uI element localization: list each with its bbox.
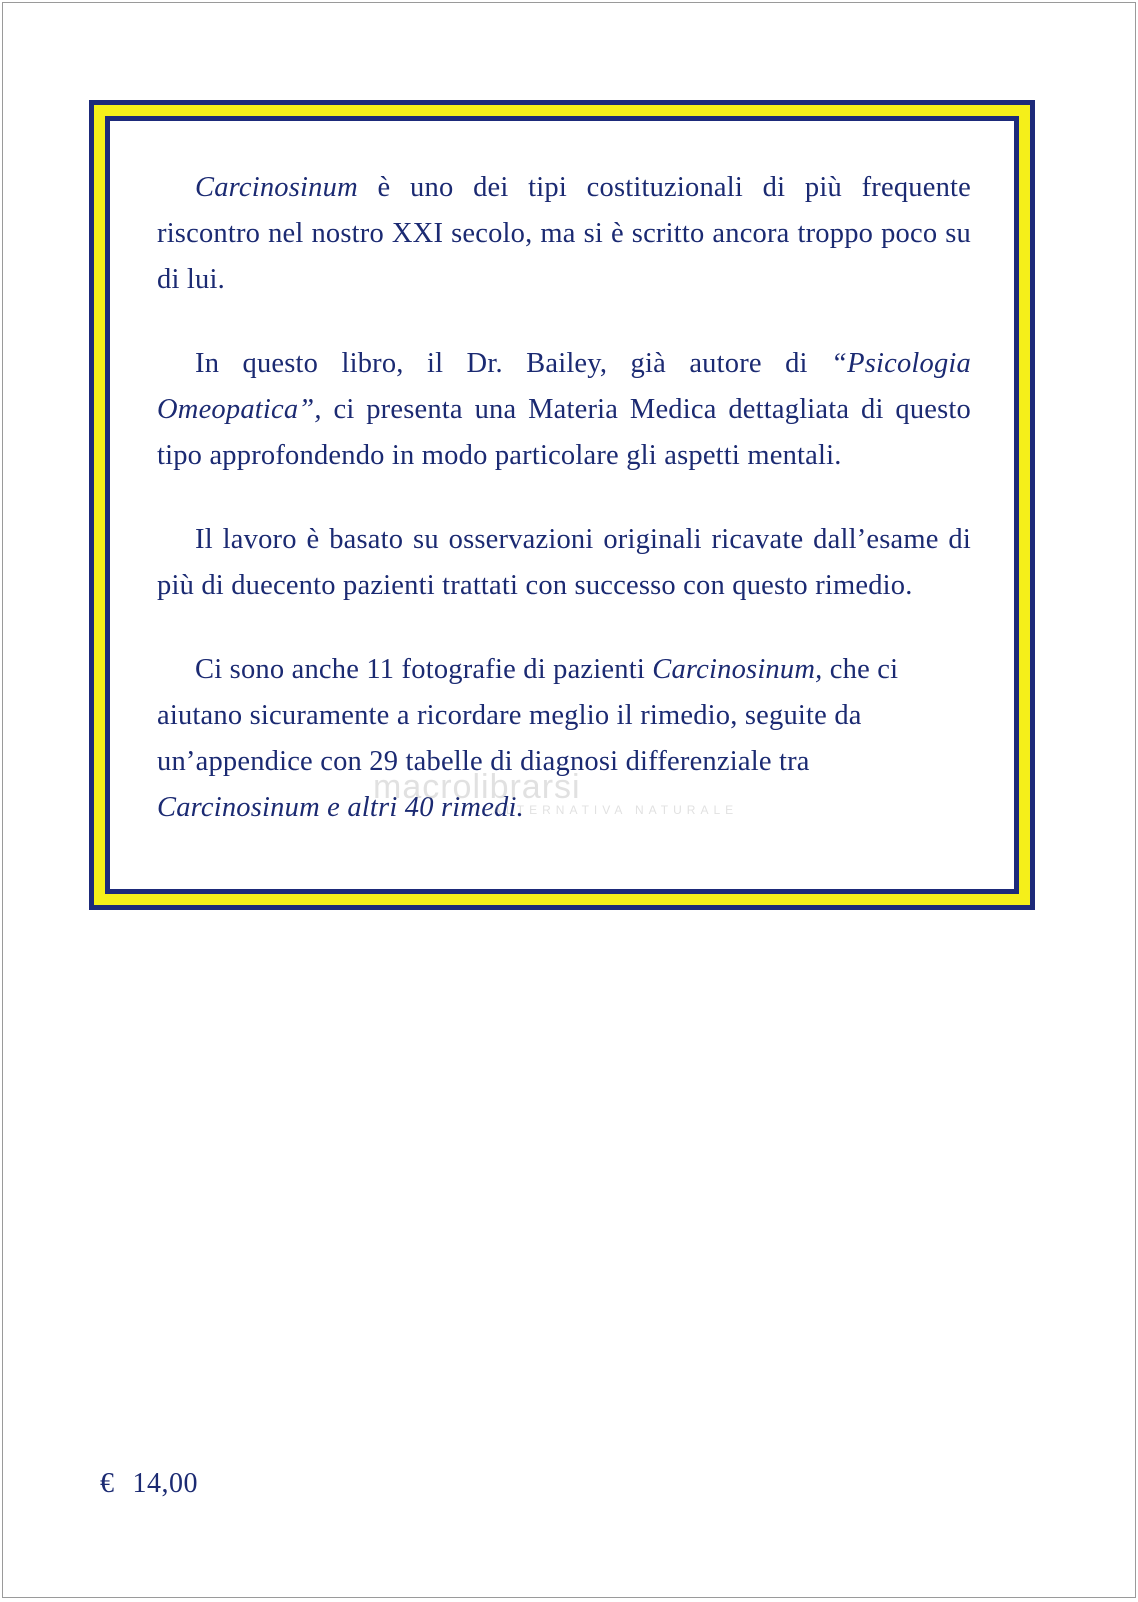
description-box [105,116,1019,894]
book-title-reference: “Psicologia Omeopatica”, [157,348,971,425]
price-label [100,1468,198,1500]
paragraph-3-text: Il lavoro è basato su osservazioni originali ricavate dall’esame di più di duecento pazienti trattati con successo con questo rimedio. [157,524,971,601]
title-remedy-name: Carcinosinum [195,172,358,203]
paragraph-1 [157,165,971,303]
paragraph-4-text-a: Ci sono anche 11 fotografie di pazienti [195,654,653,685]
paragraph-2-text-b: ci presenta una Materia Medica dettagliata di questo tipo approfondendo in modo particolare gli aspetti mentali. [157,394,971,471]
remedy-comparison-italic: Carcinosinum e altri 40 rimedi. [157,792,524,823]
watermark-logo-text: macrolibrarsi [373,768,581,806]
euro-symbol: € [100,1468,115,1499]
paragraph-4-text-b: che ci aiutano sicuramente a ricordare meglio il rimedio, seguite da un’appendice con 29 tabelle di diagnosi differenziale tra [157,654,899,777]
paragraph-2-text-a: In questo libro, il Dr. Bailey, già autore di [195,348,832,379]
price-amount: 14,00 [132,1468,198,1499]
remedy-name-italic: Carcinosinum, [652,654,823,685]
paragraph-4 [157,647,971,831]
paragraph-1-text: è uno dei tipi costituzionali di più frequente riscontro nel nostro XXI secolo, ma si è scritto ancora troppo poco su di lui. [157,172,971,295]
description-frame [89,100,1035,910]
watermark-tagline: ALTERNATIVA NATURALE [493,803,739,817]
paragraph-3 [157,517,971,609]
paragraph-2 [157,341,971,479]
back-cover-page [2,2,1136,1598]
